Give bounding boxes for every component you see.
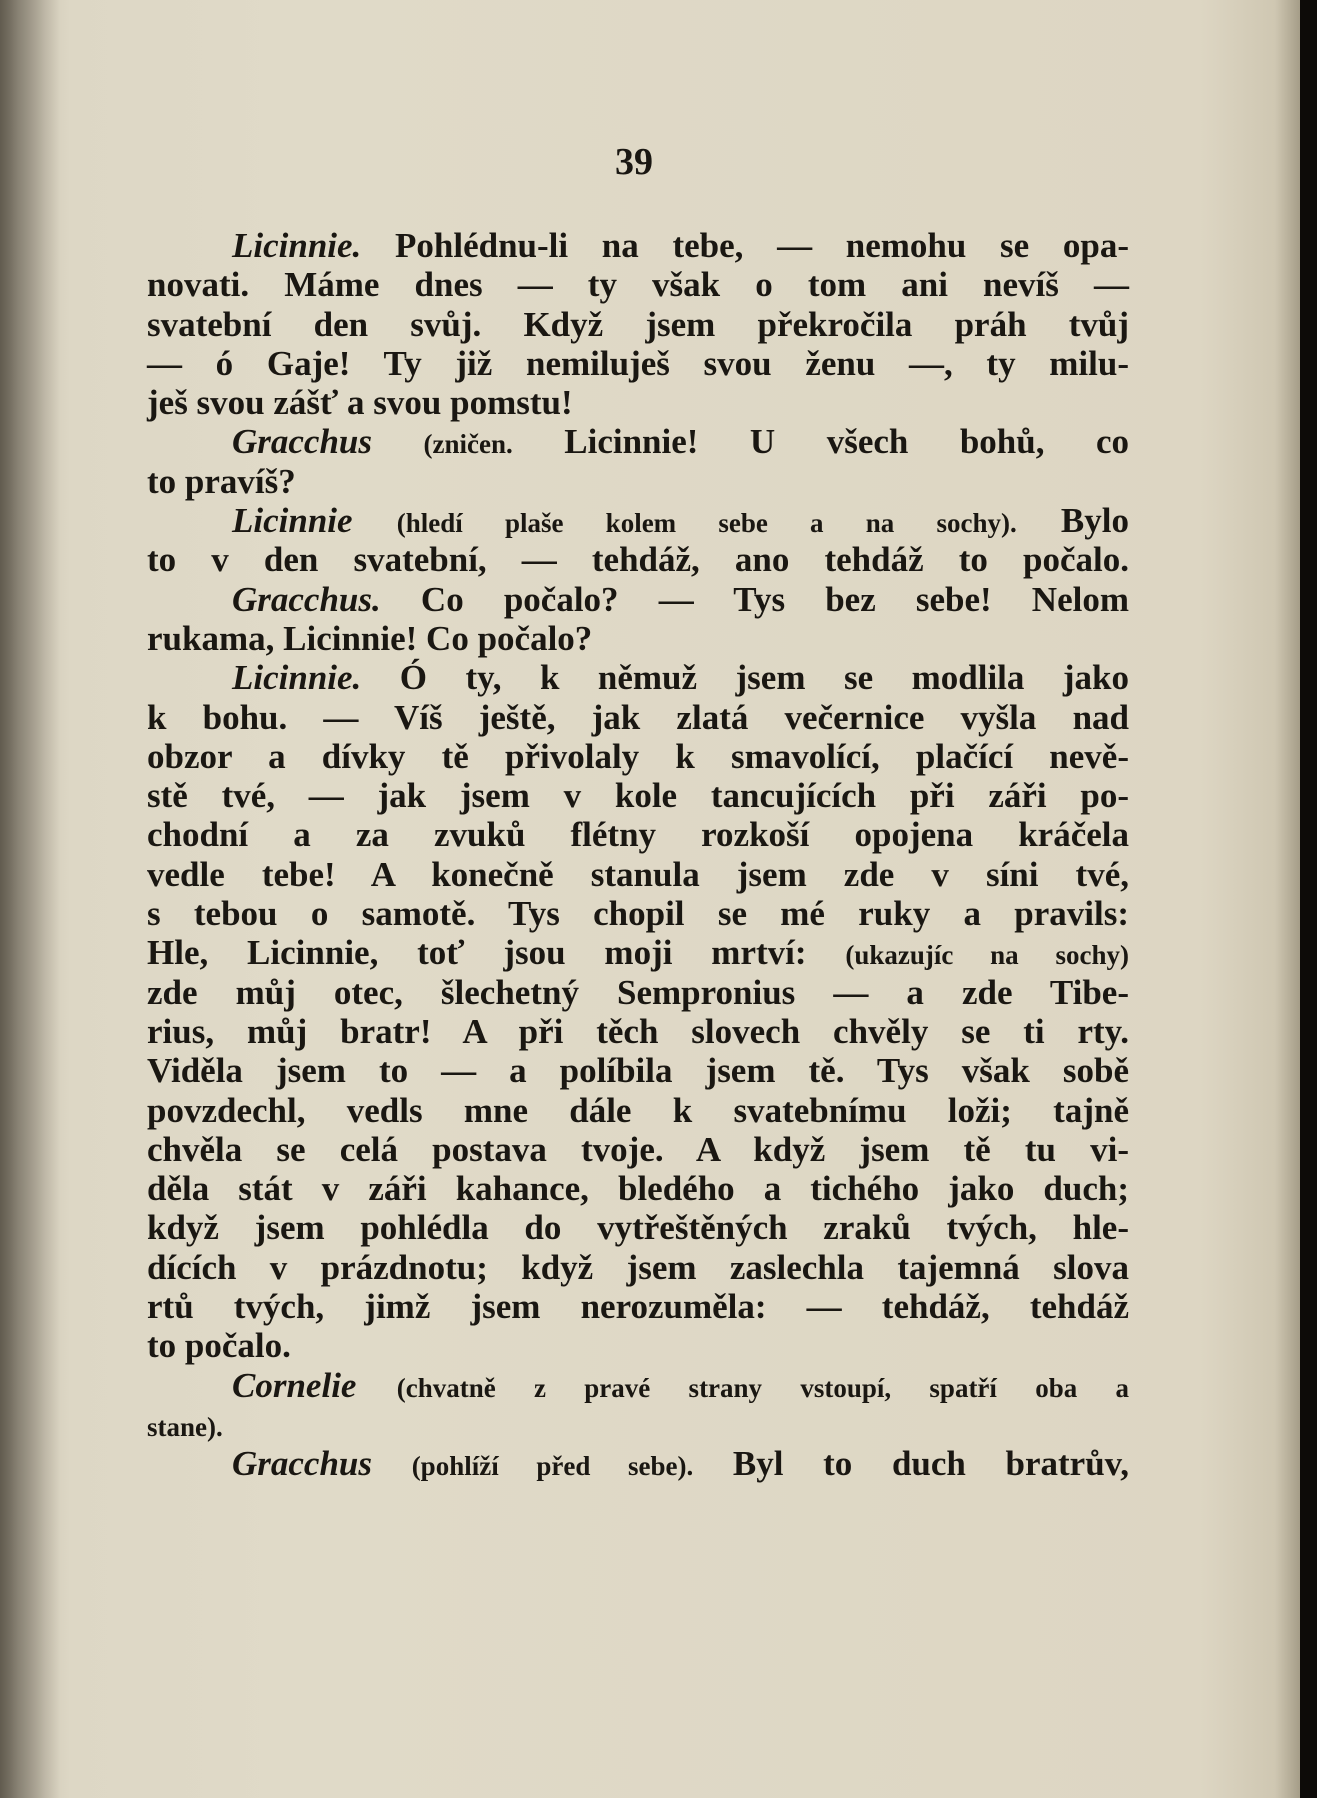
line-text: obzor a dívky tě přivolaly k smavolící, plačící nevě-	[147, 736, 1129, 776]
gutter-shadow	[0, 0, 60, 1798]
speaker-name: Gracchus	[232, 422, 373, 462]
text-line	[147, 1248, 1129, 1287]
line-text: když jsem pohlédla do vytřeštěných zraků tvých, hle-	[147, 1208, 1129, 1248]
stage-direction: (hledí plaše kolem sebe a na sochy).	[396, 508, 1017, 539]
text-line	[147, 580, 1129, 619]
line-text: rtů tvých, jimž jsem nerozuměla: — tehdáž, tehdáž	[147, 1287, 1129, 1327]
text-line	[147, 1326, 1129, 1365]
text-line	[147, 265, 1129, 304]
line-text: chodní a za zvuků flétny rozkoší opojena kráčela	[147, 815, 1129, 855]
stage-direction: (zničen.	[423, 429, 513, 460]
text-line	[147, 501, 1129, 540]
text-line	[147, 619, 1129, 658]
line-text: Bylo	[1060, 501, 1129, 541]
text-line	[147, 462, 1129, 501]
text-line	[147, 1091, 1129, 1130]
text-line	[147, 305, 1129, 344]
line-text: povzdechl, vedls mne dále k svatebnímu loži; tajně	[147, 1090, 1129, 1130]
line-text: Byl to duch bratrův,	[732, 1444, 1129, 1484]
line-text: Co počalo? — Tys bez sebe! Nelom	[420, 579, 1129, 619]
scan-border	[1300, 0, 1317, 1798]
line-text: ješ svou zášť a svou pomstu!	[147, 383, 573, 423]
line-text: chvěla se celá postava tvoje. A když jsem tě tu vi-	[147, 1129, 1129, 1169]
speaker-name: Licinnie.	[232, 226, 362, 265]
text-line	[147, 855, 1129, 894]
line-text: — ó Gaje! Ty již nemiluješ svou ženu —, ty milu-	[147, 343, 1129, 383]
text-line	[147, 1130, 1129, 1169]
line-text: svatební den svůj. Když jsem překročila práh tvůj	[147, 304, 1129, 344]
stage-direction: (chvatně z pravé strany vstoupí, spatří oba a	[396, 1372, 1130, 1403]
text-line	[147, 1208, 1129, 1247]
speaker-name: Licinnie	[232, 501, 353, 541]
line-text: Pohlédnu-li na tebe, — nemohu se opa-	[395, 226, 1129, 265]
speaker-name: Gracchus	[232, 1444, 373, 1484]
speaker-name: Licinnie.	[232, 658, 362, 698]
line-text: zde můj otec, šlechetný Sempronius — a zde Tibe-	[147, 972, 1129, 1012]
line-text: dících v prázdnotu; když jsem zaslechla tajemná slova	[147, 1247, 1129, 1287]
line-text: stě tvé, — jak jsem v kole tancujících při záři po-	[147, 776, 1129, 816]
stage-direction: (pohlíží před sebe).	[411, 1451, 694, 1482]
line-text: Viděla jsem to — a políbila jsem tě. Tys však sobě	[147, 1051, 1129, 1091]
line-text: Licinnie! U všech bohů, co	[564, 422, 1130, 462]
text-line	[147, 973, 1129, 1012]
line-text: to v den svatební, — tehdáž, ano tehdáž to počalo.	[147, 540, 1129, 580]
text-line	[147, 933, 1129, 972]
text-line	[147, 658, 1129, 697]
body-text	[147, 226, 1129, 1484]
text-line	[147, 1444, 1129, 1483]
text-line	[147, 776, 1129, 815]
stage-direction: (ukazujíc na sochy)	[845, 940, 1130, 971]
line-text: děla stát v záři kahance, bledého a tichého jako duch;	[147, 1169, 1129, 1209]
text-line	[147, 383, 1129, 422]
text-line	[147, 1012, 1129, 1051]
text-line	[147, 1287, 1129, 1326]
text-line	[147, 1051, 1129, 1090]
line-text: Hle, Licinnie, toť jsou moji mrtví:	[147, 933, 807, 973]
line-text: rukama, Licinnie! Co počalo?	[147, 618, 593, 658]
line-text: to pravíš?	[147, 461, 296, 501]
text-line	[147, 698, 1129, 737]
text-line	[147, 815, 1129, 854]
text-line	[147, 737, 1129, 776]
text-line	[147, 540, 1129, 579]
text-line	[147, 226, 1129, 265]
line-text: rius, můj bratr! A při těch slovech chvěly se ti rty.	[147, 1011, 1129, 1051]
text-line	[147, 344, 1129, 383]
text-line	[147, 894, 1129, 933]
text-line	[147, 1405, 1129, 1444]
speaker-name: Cornelie	[232, 1365, 357, 1405]
line-text: vedle tebe! A konečně stanula jsem zde v síni tvé,	[147, 854, 1129, 894]
page-number: 39	[615, 141, 653, 183]
line-text: k bohu. — Víš ještě, jak zlatá večernice vyšla nad	[147, 697, 1129, 737]
text-line	[147, 1169, 1129, 1208]
line-text: s tebou o samotě. Tys chopil se mé ruky a pravils:	[147, 894, 1129, 934]
speaker-name: Gracchus.	[232, 579, 381, 619]
text-line	[147, 1366, 1129, 1405]
stage-direction: stane).	[147, 1411, 223, 1442]
line-text: novati. Máme dnes — ty však o tom ani nevíš —	[147, 265, 1129, 305]
line-text: to počalo.	[147, 1326, 291, 1366]
text-line	[147, 422, 1129, 461]
line-text: Ó ty, k němuž jsem se modlila jako	[399, 658, 1129, 698]
